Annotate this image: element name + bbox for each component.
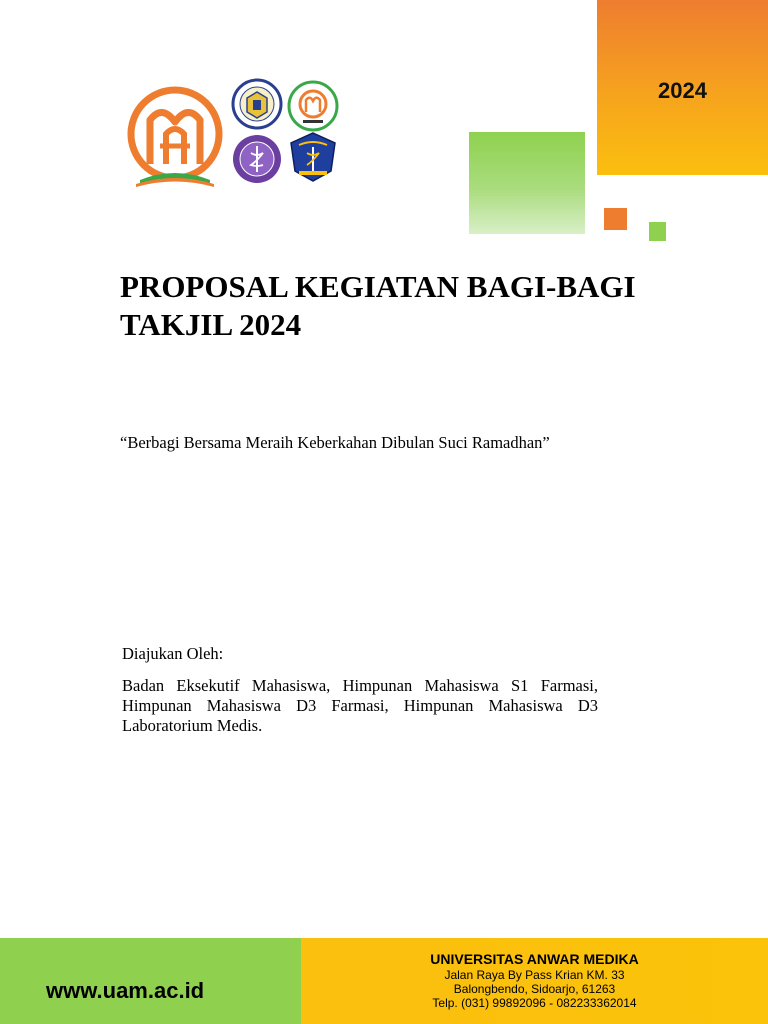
hima-d3-laboratorium-medis-logo bbox=[287, 131, 339, 183]
green-gradient-block bbox=[469, 132, 585, 234]
submitted-by-label: Diajukan Oleh: bbox=[122, 644, 224, 663]
title-line-2: TAKJIL 2024 bbox=[120, 307, 302, 342]
university-name: UNIVERSITAS ANWAR MEDIKA bbox=[430, 951, 639, 967]
hima-s1-farmasi-logo bbox=[287, 80, 339, 132]
website-link[interactable]: www.uam.ac.id bbox=[46, 978, 205, 1003]
bem-logo bbox=[231, 78, 283, 130]
title-line-1: PROPOSAL KEGIATAN BAGI-BAGI bbox=[120, 269, 636, 304]
year-label: 2024 bbox=[658, 78, 707, 103]
universitas-anwar-medika-logo bbox=[122, 84, 228, 196]
university-contact-block bbox=[301, 951, 768, 1010]
address-line-1: Jalan Raya By Pass Krian KM. 33 bbox=[444, 968, 625, 982]
address-line-2: Balongbendo, Sidoarjo, 61263 bbox=[453, 982, 616, 996]
tagline: “Berbagi Bersama Meraih Keberkahan Dibulan Suci Ramadhan” bbox=[120, 433, 550, 452]
green-square-decoration bbox=[649, 222, 666, 241]
phone-number: Telp. (031) 99892096 - 082233362014 bbox=[432, 996, 637, 1010]
orange-square-decoration bbox=[604, 208, 627, 230]
submitters-list: Badan Eksekutif Mahasiswa, Himpunan Mahasiswa S1 Farmasi, Himpunan Mahasiswa D3 Farmasi, Himpunan Mahasiswa D3 Laboratorium Medis. bbox=[122, 676, 598, 735]
document-title bbox=[120, 268, 710, 344]
hima-d3-farmasi-logo bbox=[231, 133, 283, 185]
